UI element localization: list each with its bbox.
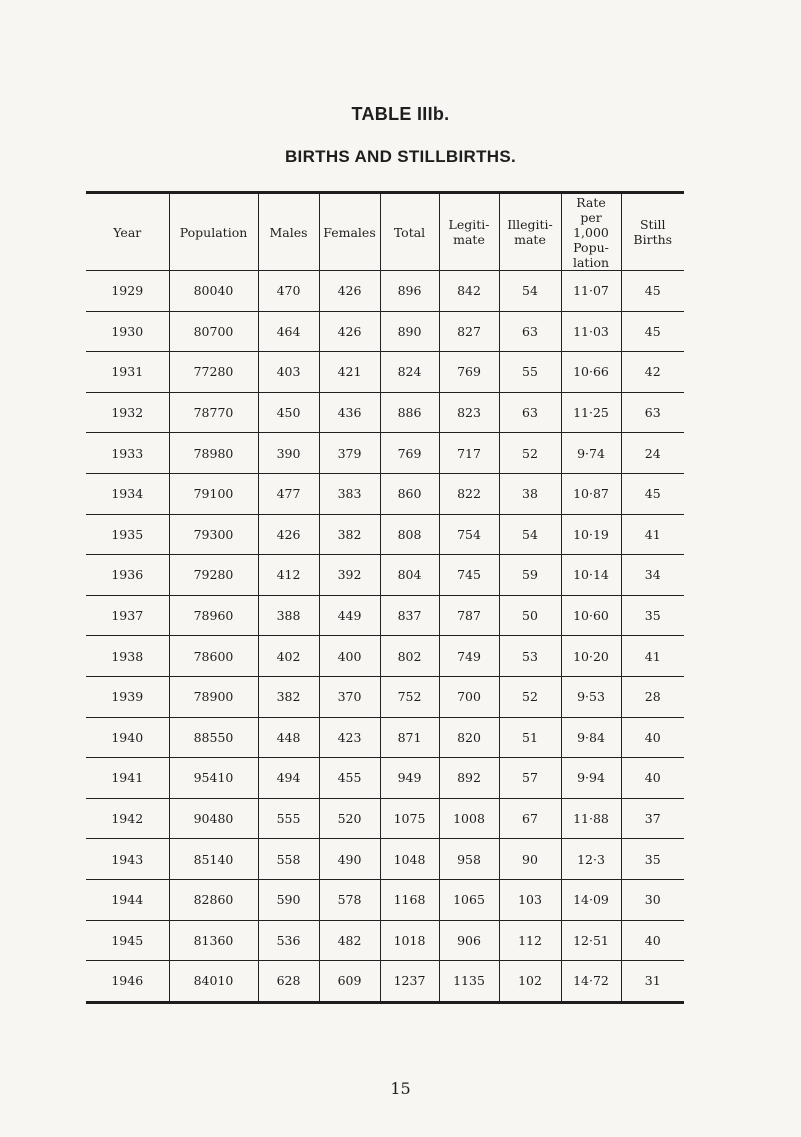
table-cell: 55 — [499, 352, 561, 393]
table-cell: 752 — [380, 676, 439, 717]
table-cell: 78900 — [169, 676, 258, 717]
table-cell: 1929 — [86, 271, 169, 312]
table-row — [86, 514, 684, 555]
table-cell: 31 — [621, 961, 684, 1003]
table-cell: 103 — [499, 879, 561, 920]
table-cell: 90480 — [169, 798, 258, 839]
table-row — [86, 961, 684, 1003]
table-cell: 1931 — [86, 352, 169, 393]
table-cell: 1936 — [86, 555, 169, 596]
table-cell: 808 — [380, 514, 439, 555]
table-cell: 400 — [319, 636, 380, 677]
table-row — [86, 595, 684, 636]
table-cell: 42 — [621, 352, 684, 393]
table-cell: 1075 — [380, 798, 439, 839]
table-cell: 494 — [258, 758, 319, 799]
table-cell: 45 — [621, 311, 684, 352]
table-cell: 412 — [258, 555, 319, 596]
table-cell: 383 — [319, 473, 380, 514]
table-cell: 1933 — [86, 433, 169, 474]
column-header: Year — [86, 193, 169, 271]
table-row — [86, 392, 684, 433]
table-cell: 1943 — [86, 839, 169, 880]
table-cell: 482 — [319, 920, 380, 961]
table-cell: 54 — [499, 271, 561, 312]
table-cell: 1946 — [111, 973, 144, 989]
table-cell: 1937 — [86, 595, 169, 636]
table-cell: 754 — [439, 514, 499, 555]
table-row — [86, 473, 684, 514]
table-cell: 382 — [258, 676, 319, 717]
table-row — [86, 879, 684, 920]
column-header: Females — [319, 193, 380, 271]
table-cell: 90 — [499, 839, 561, 880]
table-cell: 477 — [258, 473, 319, 514]
table-cell: 1065 — [439, 879, 499, 920]
table-row — [86, 555, 684, 596]
table-cell: 11·07 — [561, 271, 621, 312]
table-cell: 1944 — [86, 879, 169, 920]
table-cell: 40 — [621, 717, 684, 758]
table-cell: 34 — [621, 555, 684, 596]
table-title: TABLE IIIb. — [351, 104, 450, 124]
table-cell: 426 — [258, 514, 319, 555]
table-cell: 822 — [439, 473, 499, 514]
table-cell: 860 — [380, 473, 439, 514]
table-cell: 520 — [319, 798, 380, 839]
table-cell: 745 — [439, 555, 499, 596]
table-cell: 382 — [319, 514, 380, 555]
table-cell: 892 — [439, 758, 499, 799]
table-cell: 30 — [621, 879, 684, 920]
table-cell: 536 — [258, 920, 319, 961]
table-cell: 10·66 — [561, 352, 621, 393]
table-row — [86, 636, 684, 677]
table-cell: 392 — [319, 555, 380, 596]
table-cell: 1932 — [86, 392, 169, 433]
table-row — [86, 352, 684, 393]
table-cell: 51 — [499, 717, 561, 758]
table-cell: 80040 — [169, 271, 258, 312]
table-cell: 63 — [621, 392, 684, 433]
table-cell: 423 — [319, 717, 380, 758]
table-cell: 455 — [319, 758, 380, 799]
table-cell: 9·74 — [561, 433, 621, 474]
table-cell: 769 — [380, 433, 439, 474]
table-cell: 390 — [258, 433, 319, 474]
table-cell: 717 — [439, 433, 499, 474]
table-cell: 824 — [380, 352, 439, 393]
table-cell: 890 — [380, 311, 439, 352]
table-cell: 1934 — [86, 473, 169, 514]
table-cell: 555 — [258, 798, 319, 839]
table-cell: 628 — [258, 961, 319, 1003]
births-table — [86, 191, 684, 1004]
table-cell: 1168 — [380, 879, 439, 920]
table-cell: 820 — [439, 717, 499, 758]
table-cell: 12·3 — [561, 839, 621, 880]
table-cell: 57 — [499, 758, 561, 799]
table-cell: 88550 — [169, 717, 258, 758]
table-cell: 78960 — [169, 595, 258, 636]
table-row — [86, 717, 684, 758]
table-cell: 45 — [621, 271, 684, 312]
table-cell: 40 — [621, 758, 684, 799]
table-cell: 1237 — [380, 961, 439, 1003]
column-header: Males — [258, 193, 319, 271]
table-cell: 842 — [439, 271, 499, 312]
table-cell: 1941 — [86, 758, 169, 799]
table-cell: 95410 — [169, 758, 258, 799]
table-cell: 35 — [621, 595, 684, 636]
table-cell: 11·03 — [561, 311, 621, 352]
table-cell: 464 — [258, 311, 319, 352]
table-cell: 1048 — [380, 839, 439, 880]
table-cell: 79100 — [169, 473, 258, 514]
table-cell: 77280 — [169, 352, 258, 393]
table-cell: 37 — [621, 798, 684, 839]
table-row — [86, 311, 684, 352]
table-cell: 112 — [499, 920, 561, 961]
table-cell: 388 — [258, 595, 319, 636]
table-cell: 1135 — [439, 961, 499, 1003]
table-cell: 52 — [499, 676, 561, 717]
table-cell: 85140 — [169, 839, 258, 880]
header-row — [86, 193, 684, 271]
table-cell: 402 — [258, 636, 319, 677]
table-cell: 590 — [258, 879, 319, 920]
table-cell: 63 — [499, 392, 561, 433]
column-header: Total — [380, 193, 439, 271]
table-cell: 421 — [319, 352, 380, 393]
table-cell: 871 — [380, 717, 439, 758]
table-cell: 1935 — [86, 514, 169, 555]
table-row — [86, 920, 684, 961]
table-cell: 78980 — [169, 433, 258, 474]
table-cell: 1008 — [439, 798, 499, 839]
table-cell: 379 — [319, 433, 380, 474]
table-cell: 802 — [380, 636, 439, 677]
table-cell: 59 — [499, 555, 561, 596]
table-cell: 14·09 — [561, 879, 621, 920]
table-cell: 41 — [621, 514, 684, 555]
table-cell: 578 — [319, 879, 380, 920]
table-cell: 102 — [499, 961, 561, 1003]
page-number: 15 — [390, 1079, 411, 1098]
table-row — [86, 271, 684, 312]
table-cell: 436 — [319, 392, 380, 433]
table-cell: 80700 — [169, 311, 258, 352]
table-cell: 9·94 — [561, 758, 621, 799]
table-row — [86, 758, 684, 799]
table-cell: 79300 — [169, 514, 258, 555]
table-row — [86, 676, 684, 717]
column-header: Still Births — [621, 193, 684, 271]
table-cell: 10·19 — [561, 514, 621, 555]
table-cell: 1942 — [86, 798, 169, 839]
column-header: Legiti- mate — [439, 193, 499, 271]
table-cell: 1018 — [380, 920, 439, 961]
table-cell: 906 — [439, 920, 499, 961]
table-cell: 35 — [621, 839, 684, 880]
table-cell: 949 — [380, 758, 439, 799]
table-cell: 787 — [439, 595, 499, 636]
table-cell: 54 — [499, 514, 561, 555]
table-cell: 10·87 — [561, 473, 621, 514]
table-cell: 823 — [439, 392, 499, 433]
table-cell: 827 — [439, 311, 499, 352]
table-cell: 63 — [499, 311, 561, 352]
table-cell: 14·72 — [561, 961, 621, 1003]
table-cell: 1939 — [86, 676, 169, 717]
table-cell: 41 — [621, 636, 684, 677]
table-row — [86, 433, 684, 474]
table-cell: 426 — [319, 311, 380, 352]
table-cell: 426 — [319, 271, 380, 312]
table-cell: 52 — [499, 433, 561, 474]
table-cell: 11·25 — [561, 392, 621, 433]
table-cell: 448 — [258, 717, 319, 758]
table-cell: 470 — [258, 271, 319, 312]
table-cell: 1945 — [86, 920, 169, 961]
table-cell: 82860 — [169, 879, 258, 920]
table-cell: 403 — [258, 352, 319, 393]
table-cell: 1940 — [86, 717, 169, 758]
table-cell: 9·53 — [561, 676, 621, 717]
table-cell: 53 — [499, 636, 561, 677]
table-cell: 10·60 — [561, 595, 621, 636]
table-cell: 79280 — [169, 555, 258, 596]
table-cell: 837 — [380, 595, 439, 636]
table-cell: 12·51 — [561, 920, 621, 961]
table-cell: 40 — [621, 920, 684, 961]
table-cell: 749 — [439, 636, 499, 677]
table-cell: 28 — [621, 676, 684, 717]
table-cell: 10·14 — [561, 555, 621, 596]
table-cell: 50 — [499, 595, 561, 636]
table-cell: 804 — [380, 555, 439, 596]
column-header: Population — [169, 193, 258, 271]
table-cell: 81360 — [169, 920, 258, 961]
table-cell: 24 — [621, 433, 684, 474]
table-cell: 78600 — [169, 636, 258, 677]
table-cell: 958 — [439, 839, 499, 880]
column-header: Rate per 1,000 Popu- lation — [561, 193, 621, 271]
table-cell: 450 — [258, 392, 319, 433]
table-subtitle: BIRTHS AND STILLBIRTHS. — [284, 147, 517, 166]
table-cell: 45 — [621, 473, 684, 514]
table-cell: 11·88 — [561, 798, 621, 839]
table-cell: 38 — [499, 473, 561, 514]
table-row — [86, 798, 684, 839]
column-header: Illegiti- mate — [499, 193, 561, 271]
table-cell: 84010 — [169, 961, 258, 1003]
table-row — [86, 839, 684, 880]
table-cell: 558 — [258, 839, 319, 880]
table-cell: 9·84 — [561, 717, 621, 758]
table-cell: 769 — [439, 352, 499, 393]
table-cell: 490 — [319, 839, 380, 880]
table-cell: 1930 — [86, 311, 169, 352]
table-cell: 896 — [380, 271, 439, 312]
table-cell: 67 — [499, 798, 561, 839]
table-cell: 1938 — [86, 636, 169, 677]
table-cell: 78770 — [169, 392, 258, 433]
table-cell: 449 — [319, 595, 380, 636]
table-cell: 886 — [380, 392, 439, 433]
table-cell: 10·20 — [561, 636, 621, 677]
table-cell: 370 — [319, 676, 380, 717]
table-cell: 700 — [439, 676, 499, 717]
table-cell: 609 — [319, 961, 380, 1003]
